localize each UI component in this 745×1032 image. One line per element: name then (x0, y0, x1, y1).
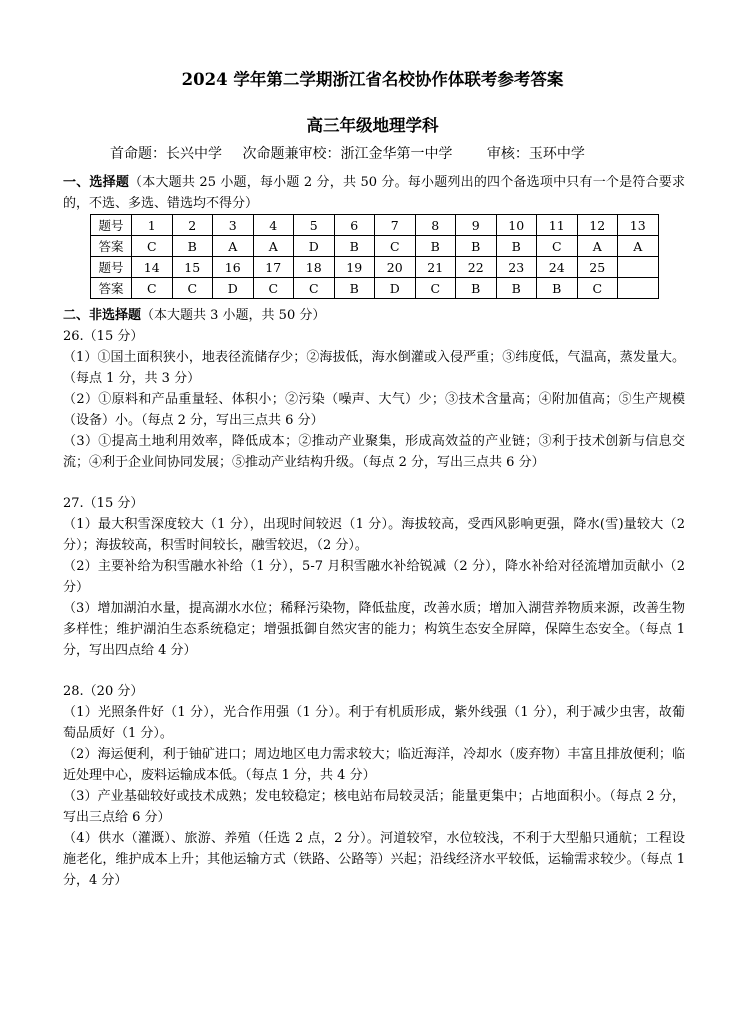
table-cell: B (334, 278, 375, 299)
section1-desc: （本大题共 25 小题，每小题 2 分，共 50 分。每小题列出的四个备选项中只有一个是符合要求的，不选、多选、错选均不得分） (63, 175, 685, 211)
section1-heading: 一、选择题 (63, 175, 130, 190)
table-cell: 24 (537, 257, 578, 278)
table-cell: 1 (132, 215, 173, 236)
table-cell: B (456, 236, 497, 257)
table-cell: 14 (132, 257, 173, 278)
table-cell: C (132, 236, 173, 257)
credit-review: 审核：玉环中学 (486, 146, 585, 162)
q26-answer-2: （2）①原料和产品重量轻、体积小；②污染（噪声、大气）少；③技术含量高；④附加值高；⑤生产规模（设备）小。（每点 2 分，写出三点共 6 分） (63, 392, 685, 428)
table-cell: B (415, 236, 456, 257)
table-row (91, 215, 659, 236)
table-row (91, 278, 659, 299)
section2-heading: 二、非选择题 (63, 308, 142, 323)
table-cell: 8 (415, 215, 456, 236)
table-cell: 11 (537, 215, 578, 236)
table-cell: 21 (415, 257, 456, 278)
table-cell: 15 (172, 257, 213, 278)
answer-table (90, 214, 659, 299)
q28-answer-3: （3）产业基础较好或技术成熟；发电较稳定；核电站布局较灵活；能量更集中；占地面积小。（每点 2 分，写出三点给 6 分） (63, 789, 685, 825)
table-cell: C (577, 278, 618, 299)
table-row (91, 236, 659, 257)
section2-desc: （本大题共 3 小题，共 50 分） (141, 308, 326, 323)
row-label: 答案 (91, 278, 132, 299)
credit-second: 次命题兼审校：浙江金华第一中学 (242, 146, 453, 162)
q27-heading: 27.（15 分） (63, 496, 144, 511)
table-cell: D (375, 278, 416, 299)
q28-heading: 28.（20 分） (63, 684, 144, 699)
table-cell: B (537, 278, 578, 299)
table-cell: 5 (294, 215, 335, 236)
question-26 (63, 326, 685, 473)
q27-answer-1: （1）最大积雪深度较大（1 分），出现时间较迟（1 分）。海拔较高，受西风影响更强，降水(雪)量较大（2 分）；海拔较高，积雪时间较长，融雪较迟，（2 分）。 (63, 517, 685, 553)
table-cell: B (334, 236, 375, 257)
page-subtitle: 高三年级地理学科 (306, 116, 439, 135)
row-label: 题号 (91, 215, 132, 236)
table-cell: 6 (334, 215, 375, 236)
row-label: 答案 (91, 236, 132, 257)
table-cell (618, 278, 659, 299)
table-cell: B (456, 278, 497, 299)
table-cell: C (415, 278, 456, 299)
table-cell: 2 (172, 215, 213, 236)
table-cell: 20 (375, 257, 416, 278)
table-cell: 17 (253, 257, 294, 278)
credits-line (110, 143, 670, 163)
question-28 (63, 681, 685, 891)
table-cell: 13 (618, 215, 659, 236)
table-cell: C (375, 236, 416, 257)
table-cell: B (496, 236, 537, 257)
section2-intro (63, 305, 685, 326)
section1-intro (63, 172, 685, 214)
table-cell: C (172, 278, 213, 299)
table-cell: 7 (375, 215, 416, 236)
table-cell: 10 (496, 215, 537, 236)
table-cell: C (537, 236, 578, 257)
row-label: 题号 (91, 257, 132, 278)
q26-answer-1: （1）①国土面积狭小，地表径流储存少；②海拔低，海水倒灌或入侵严重；③纬度低，气温高，蒸发量大。（每点 1 分，共 3 分） (63, 350, 685, 386)
table-cell: A (577, 236, 618, 257)
table-cell: 9 (456, 215, 497, 236)
q28-answer-1: （1）光照条件好（1 分），光合作用强（1 分）。利于有机质形成，紫外线强（1 分），利于减少虫害，故葡萄品质好（1 分）。 (63, 705, 685, 741)
credit-first: 首命题：长兴中学 (110, 146, 222, 162)
table-cell: C (294, 278, 335, 299)
table-cell: 23 (496, 257, 537, 278)
table-cell: A (618, 236, 659, 257)
q26-answer-3: （3）①提高土地利用效率，降低成本；②推动产业聚集，形成高效益的产业链；③利于技术创新与信息交流；④利于企业间协同发展；⑤推动产业结构升级。（每点 2 分，写出三点共 6 分） (63, 434, 685, 470)
table-cell: C (253, 278, 294, 299)
table-cell: 22 (456, 257, 497, 278)
table-cell: D (294, 236, 335, 257)
q28-answer-2: （2）海运便利，利于铀矿进口；周边地区电力需求较大；临近海洋，冷却水（废弃物）丰富且排放便利；临近处理中心，废料运输成本低。（每点 1 分，共 4 分） (63, 747, 685, 783)
table-cell: A (253, 236, 294, 257)
table-cell: B (496, 278, 537, 299)
table-cell: 18 (294, 257, 335, 278)
table-cell: C (132, 278, 173, 299)
table-row (91, 257, 659, 278)
table-cell: D (213, 278, 254, 299)
table-cell: 3 (213, 215, 254, 236)
q26-heading: 26.（15 分） (63, 329, 144, 344)
page-title: 2024 学年第二学期浙江省名校协作体联考参考答案 (181, 70, 564, 89)
table-cell: 25 (577, 257, 618, 278)
question-27 (63, 493, 685, 661)
table-cell: 12 (577, 215, 618, 236)
q27-answer-3: （3）增加湖泊水量，提高湖水水位；稀释污染物，降低盐度，改善水质；增加入湖营养物质来源，改善生物多样性；维护湖泊生态系统稳定；增强抵御自然灾害的能力；构筑生态安全屏障，保障生态安全。（每点 1 分，写出四点给 4 分） (63, 601, 685, 658)
table-cell: 4 (253, 215, 294, 236)
q27-answer-2: （2）主要补给为积雪融水补给（1 分），5-7 月积雪融水补给锐减（2 分），降水补给对径流增加贡献小（2 分） (63, 559, 685, 595)
q28-answer-4: （4）供水（灌溉）、旅游、养殖（任选 2 点，2 分）。河道较窄，水位较浅，不利于大型船只通航；工程设施老化，维护成本上升；其他运输方式（铁路、公路等）兴起；沿线经济水平较低，运输需求较少。（每点 1 分，4 分） (63, 831, 685, 888)
table-cell: A (213, 236, 254, 257)
table-cell: 16 (213, 257, 254, 278)
table-cell: 19 (334, 257, 375, 278)
table-cell (618, 257, 659, 278)
table-cell: B (172, 236, 213, 257)
